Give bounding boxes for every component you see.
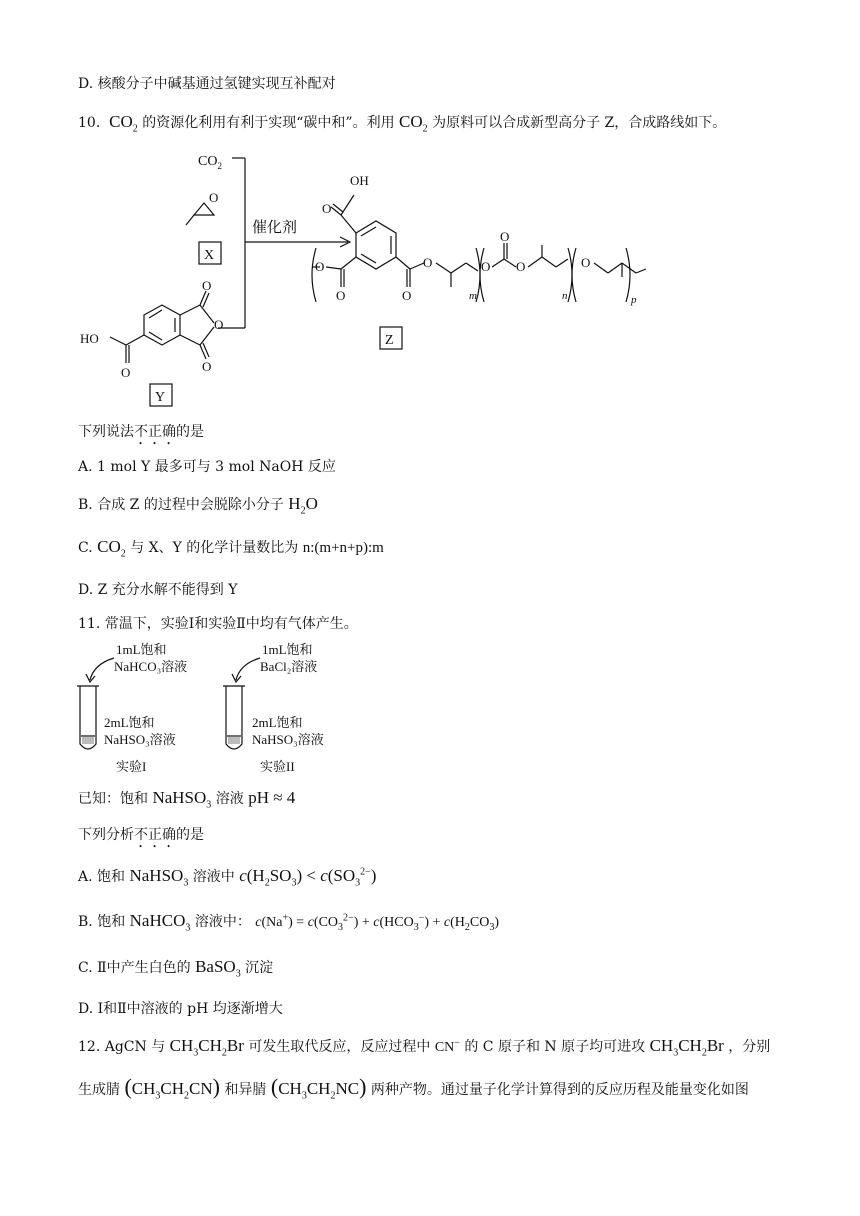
q11-known: 已知：饱和 NaHSO$_3$ 溶液 pH ≈ 4 [78, 788, 296, 811]
q10-option-b: B. 合成 Z 的过程中会脱除小分子 $H_2O$ [78, 494, 318, 517]
y-box-label: Y [155, 390, 166, 405]
q10-number: 10. [78, 115, 101, 131]
q10-option-a: A. 1 mol Y 最多可与 3 mol NaOH 反应 [78, 459, 336, 475]
svg-text:O: O [402, 288, 412, 303]
q10-stem: 10. $CO_2$ 的资源化利用有利于实现“碳中和”。利用 $CO_2$ 为原料可以合成新型高分子 Z，合成路线如下。 [78, 112, 727, 135]
svg-text:O: O [423, 255, 433, 270]
z-oh-label: OH [350, 173, 369, 188]
q10-option-d: D. Z 充分水解不能得到 Y [78, 582, 238, 598]
svg-text:O: O [202, 359, 212, 374]
subscript-n: n [562, 290, 568, 302]
svg-text:O: O [336, 288, 346, 303]
svg-text:1mL饱和: 1mL饱和 [116, 642, 167, 657]
svg-text:2mL饱和: 2mL饱和 [104, 715, 155, 730]
q10-question: 下列说法不正确的是 [78, 424, 204, 440]
q11-option-b: B. 饱和 NaHCO$_3$ 溶液中： $c(Na^+) = c(CO_3^{2-}) + c(HCO_3^-) + c(H_2CO_3)$ [78, 911, 500, 934]
q12-line-2: 生成腈 $(CH_3CH_2CN)$ 和异腈 $(CH_3CH_2NC)$ 两种产物。通过量子化学计算得到的反应历程及能量变化如图 [78, 1074, 749, 1102]
y-ho-label: HO [80, 331, 99, 346]
svg-text:实验II: 实验II [260, 759, 295, 774]
epoxide-o: O [209, 190, 219, 205]
subscript-p: p [631, 294, 637, 306]
q10-synthesis-figure [76, 145, 766, 410]
q11-question: 下列分析不正确的是 [78, 827, 204, 843]
subscript-m: m [469, 290, 477, 302]
q11-option-d: D. Ⅰ和Ⅱ中溶液的 pH 均逐渐增大 [78, 1001, 283, 1017]
co2-label: $CO_2$ [198, 154, 222, 171]
q10-option-c: C. $CO_2$ 与 X、Y 的化学计量数比为 n:(m+n+p):m [78, 537, 384, 560]
svg-text:NaHCO₃溶液: NaHCO₃溶液 [114, 659, 188, 674]
q9-option-d: D. 核酸分子中碱基通过氢键实现互补配对 [78, 76, 336, 92]
svg-text:O: O [121, 365, 131, 380]
q11-stem: 11. 常温下，实验Ⅰ和实验Ⅱ中均有气体产生。 [78, 616, 358, 632]
q11-experiment-figure [76, 640, 356, 780]
q11-option-a: A. 饱和 NaHSO$_3$ 溶液中 $c(H_2SO_3) < c(SO_3^{2-})$ [78, 866, 377, 889]
svg-text:O: O [315, 259, 325, 274]
q10-stem-part2: 为原料可以合成新型高分子 Z，合成路线如下。 [432, 115, 727, 131]
svg-text:O: O [202, 278, 212, 293]
svg-text:2mL饱和: 2mL饱和 [252, 715, 303, 730]
svg-text:BaCl₂溶液: BaCl₂溶液 [260, 659, 318, 674]
q10-stem-part1: 的资源化利用有利于实现“碳中和”。利用 [142, 115, 395, 131]
svg-text:1mL饱和: 1mL饱和 [262, 642, 313, 657]
svg-text:O: O [214, 317, 224, 332]
svg-text:NaHSO₃溶液: NaHSO₃溶液 [104, 732, 176, 747]
svg-text:NaHSO₃溶液: NaHSO₃溶液 [252, 732, 324, 747]
q12-line-1: 12. AgCN 与 $CH_3CH_2Br$ 可发生取代反应，反应过程中 CN− 的 C 原子和 N 原子均可进攻 $CH_3CH_2Br$ ，分别 [78, 1036, 771, 1059]
svg-text:O: O [500, 229, 510, 244]
svg-text:O: O [581, 255, 591, 270]
catalyst-label: 催化剂 [252, 220, 298, 236]
svg-text:O: O [322, 201, 332, 216]
x-box-label: X [204, 248, 215, 263]
q11-option-c: C. Ⅱ中产生白色的 BaSO$_3$ 沉淀 [78, 957, 274, 980]
svg-text:O: O [516, 259, 526, 274]
z-box-label: Z [385, 333, 394, 348]
svg-text:O: O [481, 259, 491, 274]
svg-text:实验I: 实验I [116, 759, 147, 774]
